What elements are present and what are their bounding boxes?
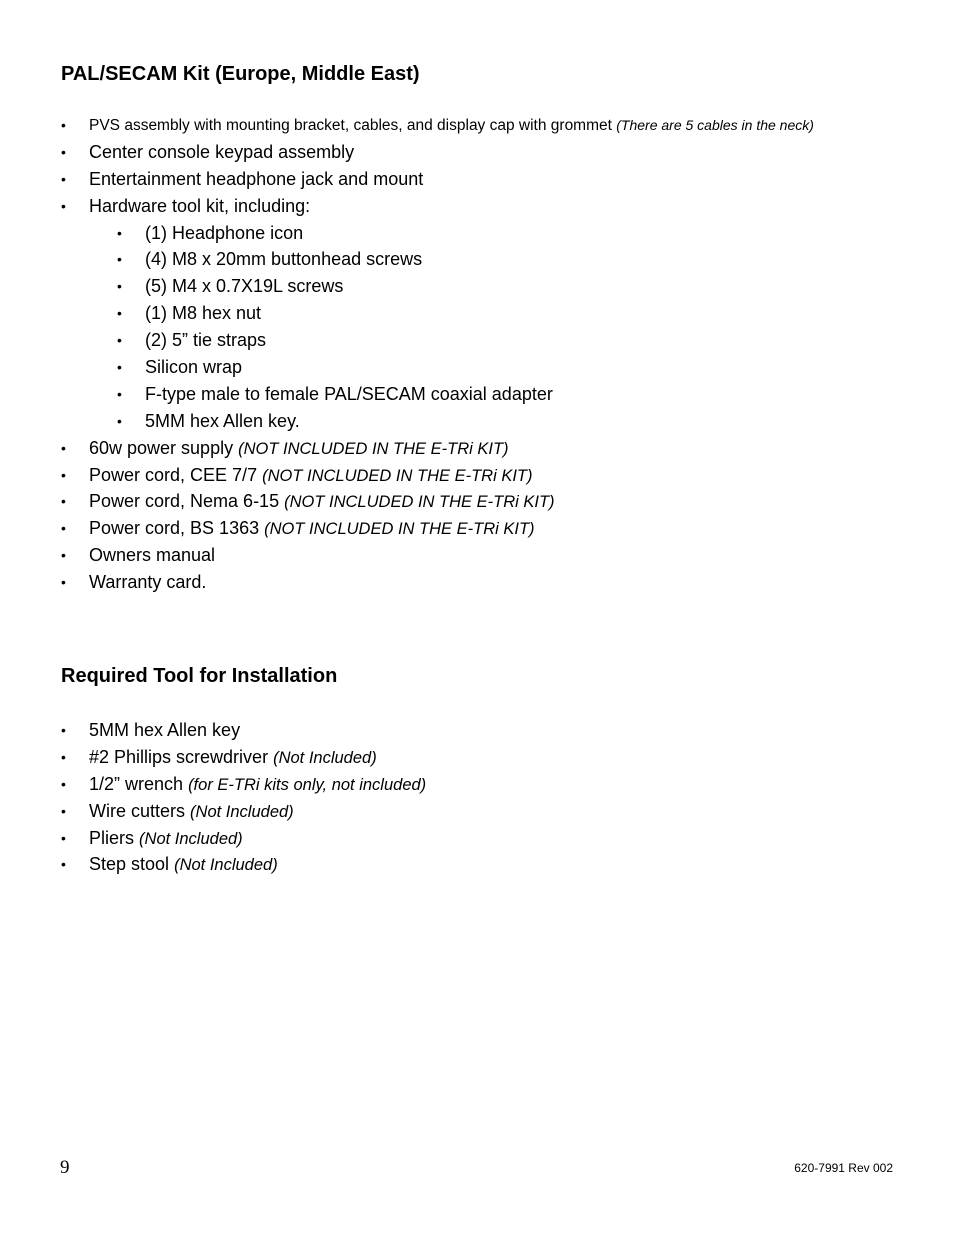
list-item-text: 5MM hex Allen key	[89, 720, 241, 740]
list-item	[0, 435, 814, 462]
list-item-text: (4) M8 x 20mm buttonhead screws	[145, 249, 423, 270]
bullet-icon: •	[61, 143, 66, 160]
list-item-text: Power cord, Nema 6-15	[89, 491, 280, 512]
tools-section-title: Required Tool for Installation	[61, 665, 338, 687]
list-item	[0, 851, 426, 878]
bullet-icon: •	[61, 856, 66, 873]
page-number: 9	[60, 1157, 70, 1178]
list-item-text: Warranty card.	[89, 572, 207, 593]
list-item-note: (Not Included)	[174, 856, 278, 875]
bullet-icon: •	[117, 385, 122, 402]
list-item	[0, 798, 426, 825]
list-item-text: Hardware tool kit, including:	[89, 195, 311, 216]
bullet-icon: •	[61, 520, 66, 537]
required-tools-list	[0, 717, 426, 878]
list-item	[0, 193, 814, 220]
list-item-text: (5) M4 x 0.7X19L screws	[145, 276, 344, 297]
list-item	[0, 717, 426, 744]
list-item	[0, 246, 814, 273]
list-item-note: (Not Included)	[273, 748, 377, 767]
list-item	[0, 354, 814, 381]
list-item-text: Step stool	[89, 854, 170, 875]
list-item	[0, 139, 814, 166]
list-item-note: (for E-TRi kits only, not included)	[188, 775, 427, 794]
bullet-icon: •	[117, 224, 122, 241]
bullet-icon: •	[61, 170, 66, 187]
list-item	[0, 327, 814, 354]
list-item	[0, 488, 814, 515]
bullet-icon: •	[117, 332, 122, 349]
list-item-text: Power cord, BS 1363	[89, 518, 260, 539]
bullet-icon: •	[61, 439, 66, 456]
list-item	[0, 112, 814, 139]
bullet-icon: •	[61, 117, 66, 133]
list-item-text: Entertainment headphone jack and mount	[89, 168, 424, 189]
list-item	[0, 771, 426, 798]
list-item-note: (NOT INCLUDED IN THE E-TRi KIT)	[264, 520, 535, 539]
list-item	[0, 220, 814, 247]
kit-contents-list	[0, 112, 814, 596]
list-item	[0, 462, 814, 489]
document-id: 620-7991 Rev 002	[794, 1161, 893, 1175]
bullet-icon: •	[117, 412, 122, 429]
list-item-note: (Not Included)	[139, 829, 243, 848]
list-item	[0, 381, 814, 408]
list-item-note: (Not Included)	[190, 802, 294, 821]
bullet-icon: •	[61, 748, 66, 765]
list-item-text: F-type male to female PAL/SECAM coaxial adapter	[145, 383, 553, 404]
bullet-icon: •	[61, 493, 66, 510]
list-item-text: Silicon wrap	[145, 357, 243, 378]
list-item-text: Wire cutters	[89, 800, 186, 821]
list-item	[0, 408, 814, 435]
bullet-icon: •	[61, 775, 66, 792]
list-item-note: (NOT INCLUDED IN THE E-TRi KIT)	[262, 466, 533, 485]
list-item	[0, 273, 814, 300]
list-item-note: (NOT INCLUDED IN THE E-TRi KIT)	[284, 493, 555, 512]
list-item	[0, 569, 814, 596]
kit-section-title: PAL/SECAM Kit (Europe, Middle East)	[61, 63, 420, 85]
list-item-text: (1) M8 hex nut	[145, 303, 262, 324]
bullet-icon: •	[117, 278, 122, 295]
list-item-text: 60w power supply	[89, 437, 234, 458]
list-item-text: 5MM hex Allen key.	[145, 410, 300, 431]
list-item-text: Center console keypad assembly	[89, 141, 355, 162]
bullet-icon: •	[61, 829, 66, 846]
list-item-text: (2) 5” tie straps	[145, 330, 267, 351]
list-item	[0, 515, 814, 542]
bullet-icon: •	[61, 466, 66, 483]
bullet-icon: •	[117, 359, 122, 376]
list-item	[0, 825, 426, 852]
list-item-note: (NOT INCLUDED IN THE E-TRi KIT)	[238, 439, 509, 458]
list-item	[0, 166, 814, 193]
list-item-text: #2 Phillips screwdriver	[89, 746, 269, 767]
list-item-text: (1) Headphone icon	[145, 222, 304, 243]
list-item-text: Owners manual	[89, 545, 216, 566]
bullet-icon: •	[117, 251, 122, 268]
list-item-text: Power cord, CEE 7/7	[89, 464, 258, 485]
list-item-text: PVS assembly with mounting bracket, cables, and display cap with grommet	[89, 117, 612, 134]
list-item	[0, 542, 814, 569]
list-item	[0, 300, 814, 327]
list-item-note: (There are 5 cables in the neck)	[616, 117, 814, 133]
list-item	[0, 744, 426, 771]
bullet-icon: •	[117, 305, 122, 322]
bullet-icon: •	[61, 722, 66, 738]
bullet-icon: •	[61, 574, 66, 591]
list-item-text: Pliers	[89, 827, 135, 848]
list-item-text: 1/2” wrench	[89, 773, 184, 794]
bullet-icon: •	[61, 547, 66, 564]
bullet-icon: •	[61, 197, 66, 214]
bullet-icon: •	[61, 802, 66, 819]
